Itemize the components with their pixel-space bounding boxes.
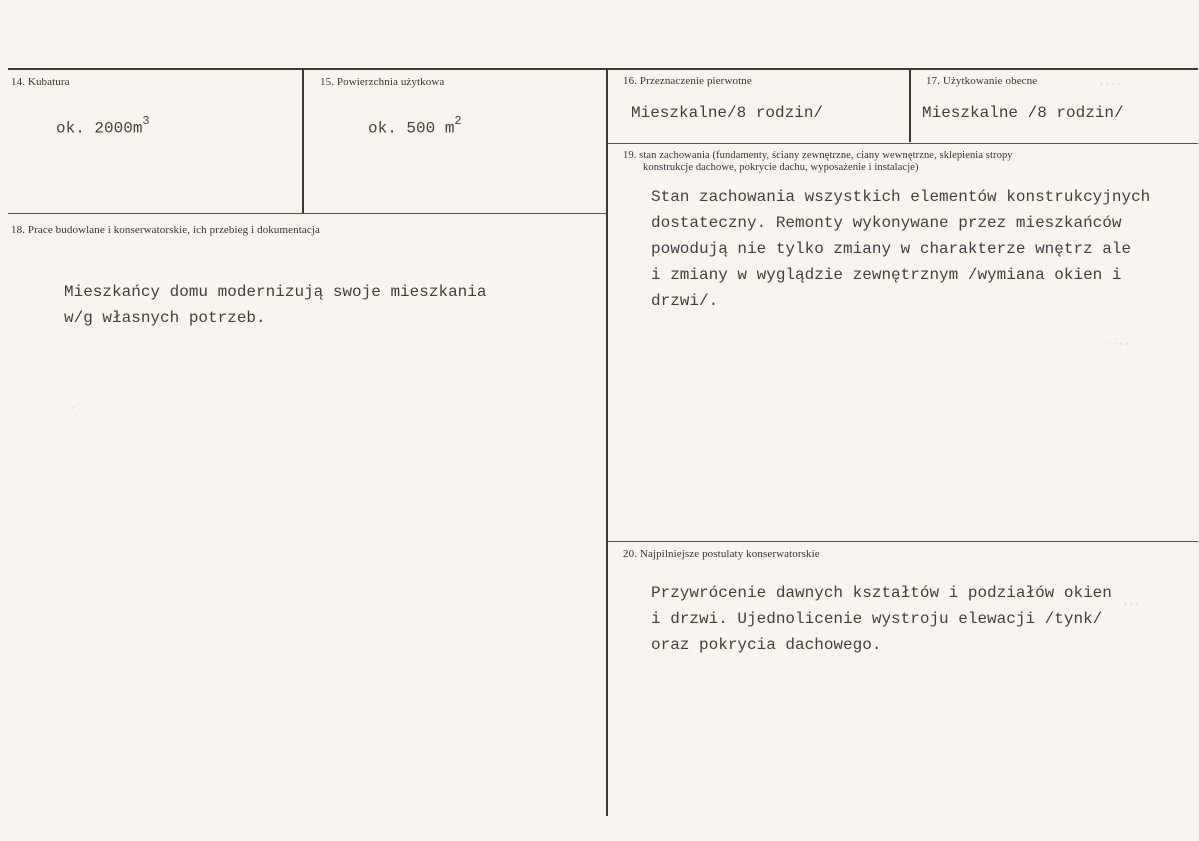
field-14-value-exponent: 3 — [142, 114, 150, 128]
rule-under-14-15 — [8, 213, 606, 214]
field-20-line: oraz pokrycia dachowego. — [651, 636, 882, 654]
field-19-line: Stan zachowania wszystkich elementów konstrukcyjnych — [651, 188, 1151, 206]
show-through-mark: · · · · — [1108, 340, 1129, 350]
field-18-text — [64, 279, 486, 331]
field-14-value — [56, 116, 150, 137]
rule-under-19 — [608, 541, 1198, 542]
field-15-label: 15. Powierzchnia użytkowa — [320, 76, 445, 88]
rule-under-16-17 — [608, 143, 1198, 144]
field-19-line: drzwi/. — [651, 292, 719, 310]
top-rule — [8, 68, 1198, 70]
divider-16-17 — [909, 68, 911, 142]
show-through-mark: · · · — [1124, 600, 1139, 610]
show-through-mark: · · · · — [1100, 80, 1121, 90]
field-18-line: w/g własnych potrzeb. — [64, 309, 266, 327]
field-18-label: 18. Prace budowlane i konserwatorskie, ich przebieg i dokumentacja — [11, 224, 320, 236]
field-17-value: Mieszkalne /8 rodzin/ — [922, 104, 1124, 122]
field-19-line: dostateczny. Remonty wykonywane przez mieszkańców — [651, 214, 1122, 232]
show-through-mark: · — [72, 404, 75, 414]
field-15-value — [368, 116, 462, 137]
field-20-line: Przywrócenie dawnych kształtów i podziałów okien — [651, 584, 1112, 602]
field-15-value-exponent: 2 — [454, 114, 462, 128]
field-19-text — [651, 184, 1150, 314]
field-14-value-text: ok. 2000m — [56, 119, 143, 138]
field-19-label-line2: konstrukcje dachowe, pokrycie dachu, wyposażenie i instalacje) — [643, 162, 919, 173]
field-17-label: 17. Użytkowanie obecne — [926, 75, 1038, 87]
field-19-label-line1: 19. stan zachowania (fundamenty, ściany zewnętrzne, ciany wewnętrzne, sklepienia stropy — [623, 150, 1013, 161]
field-20-line: i drzwi. Ujednolicenie wystroju elewacji /tynk/ — [651, 610, 1103, 628]
field-16-value: Mieszkalne/8 rodzin/ — [631, 104, 824, 122]
field-18-line: Mieszkańcy domu modernizują swoje mieszkania — [64, 283, 487, 301]
field-19-line: i zmiany w wyglądzie zewnętrznym /wymiana okien i — [651, 266, 1122, 284]
field-19-line: powodują nie tylko zmiany w charakterze wnętrz ale — [651, 240, 1132, 258]
field-14-label: 14. Kubatura — [11, 76, 70, 88]
divider-14-15 — [302, 68, 304, 214]
field-16-label: 16. Przeznaczenie pierwotne — [623, 75, 752, 87]
divider-main — [606, 68, 608, 816]
field-20-text — [651, 580, 1112, 658]
field-15-value-text: ok. 500 m — [368, 119, 455, 138]
field-20-label: 20. Najpilniejsze postulaty konserwatorskie — [623, 548, 820, 560]
